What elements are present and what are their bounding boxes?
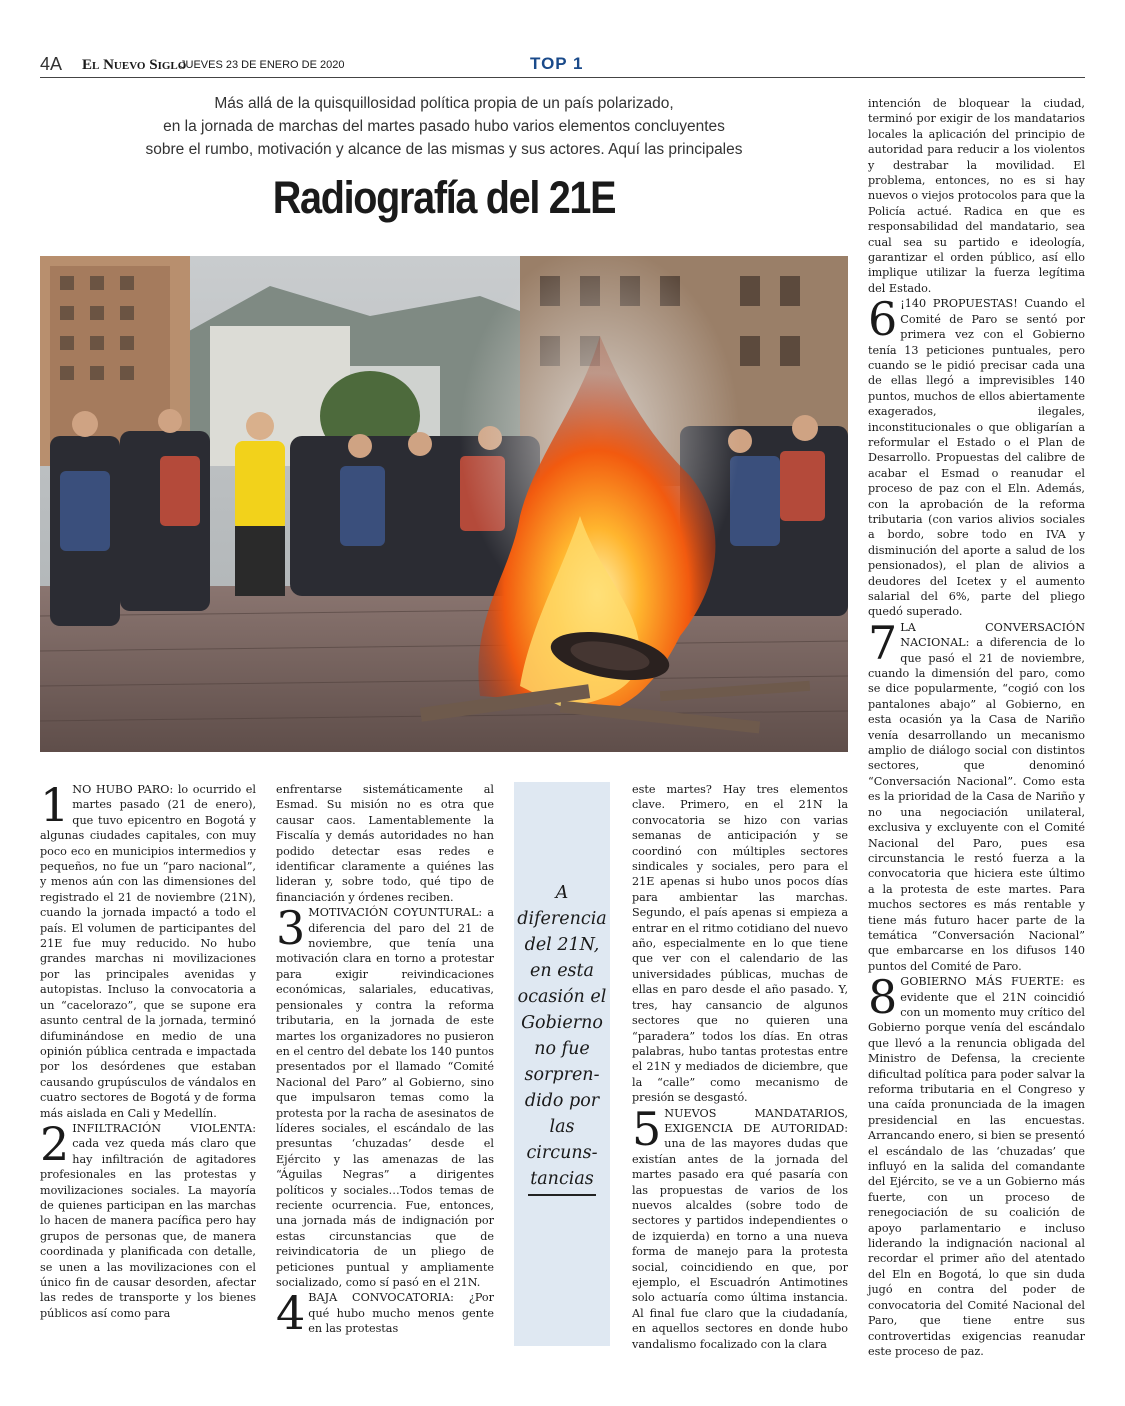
item-text: lo ocurrido el martes pasado (21 de enero), que tuvo epicentro en Bogotá y algunas ciudades capitales, con muy poco eco en municipios intermedios y pequeños, no fue un “paro nacional”, y menos aún con las dimensiones del registrado el 21 de noviembre (21N), cuando la jornada impactó a todo el país. El volumen de participantes del 21E fue muy reducido. No hubo grandes marchas ni movilizaciones por las principales avenidas y autopistas. Incluso la convocatoria a un “cacelorazo”, que se supone era asunto central de la jornada, terminó difuminándose en medio de una opinión pública centrada e impactada por los desórdenes que estaban causando grupúsculos de vándalos en cuatro sectores de Bogotá y de forma más aislada en Cali y Medellín. [40,783,256,1120]
protest-photo [40,256,848,752]
headline: Radiografía del 21E [272,172,616,223]
article-column-1 [40,778,256,1321]
drop-cap: 8 [868,970,898,1025]
item-kicker: GOBIERNO MÁS FUERTE: [900,975,1065,989]
drop-cap: 3 [276,901,306,956]
drop-cap: 5 [632,1101,662,1156]
item-text: ¿Por qué hubo mucho menos gente en las protestas [308,1291,494,1336]
item-kicker: NUEVOS MANDATARIOS, EXIGENCIA DE AUTORIDAD: [664,1106,848,1135]
drop-cap: 2 [40,1116,70,1171]
item-6 [868,292,1085,620]
lede-line: en la jornada de marchas del martes pasado hubo varios elementos concluyentes [163,118,725,135]
item-2-continued: enfrentarse sistemáticamente al Esmad. Su misión no es otra que causar caos. Lamentablemente la Fiscalía y demás autoridades no han podido detectar esas redes e identificar claramente a quiénes las lideran y, sobre todo, qué tipo de financiación y órdenes reciben. [276,783,494,904]
lede-line: Más allá de la quisquillosidad política propia de un país polarizado, [214,95,674,112]
page-header [40,54,1085,78]
item-kicker: BAJA CONVOCATORIA: [308,1291,454,1305]
pull-quote-rule [528,1194,596,1196]
issue-date: JUEVES 23 DE ENERO DE 2020 [180,59,345,71]
item-8 [868,970,1086,1359]
newspaper-name: El Nuevo Siglo [82,57,187,73]
page-number: 4A [40,54,63,74]
item-4-continued: este martes? Hay tres elementos clave. Primero, en el 21N la convocatoria se hizo con varias semanas de anticipación y se coordinó con múltiples sectores sindicales y sociales, pero para el 21E apenas si hubo unos pocos días para ambientar las marchas. Segundo, el país apenas si empieza a entrar en el ritmo cotidiano del nuevo año, especialmente en lo que tiene que ver con el calendario de las universidades públicas, muchas de ellas en paro desde el año pasado. Y, tres, hay cansancio de algunos sectores que no quieren una “paradera” todos los días. En otras palabras, hubo tantas protestas entre el 21N y mediados de diciembre, que la “calle” como mecanismo de presión se desgastó. [632,783,848,1105]
item-2 [40,1116,256,1321]
item-5 [632,1101,848,1353]
item-7 [868,615,1085,974]
item-text: una de las mayores dudas que existían antes de la jornada del martes pasado era qué pasaría con las propuestas de varios de los nuevos alcaldes (sobre todo de sectores y partidos independientes o de izquierda) en torno a una nueva forma de manejo para la protesta social, coincidiendo en que, por ejemplo, el Escuadrón Antimotines solo actuaría como última instancia. Al final fue claro que la ciudadanía, en aquellos sectores en donde hubo vandalismo focalizado con la clara [632,1137,848,1351]
item-kicker: MOTIVACIÓN COYUNTURAL: [308,906,483,920]
item-1 [40,778,256,1121]
drop-cap: 4 [276,1286,306,1341]
item-text: a diferencia de lo que pasó el 21 de noviembre, cuando la dimensión del paro, como se dice popularmente, “cogió con los pantalones abajo” al Gobierno, en esta ocasión ya la Casa de Nariño venía desarrollando un mecanismo amplio de diálogo social con distintos sectores, que denominó “Conversación Nacional”. Como esta es la prioridad de la Casa de Nariño y no una negociación unilateral, exclusiva y excluyente con el Comité Nacional del Paro, pues esa circunstancia le restó fuerza a la convocatoria que hiciera este último a la protesta de este martes. Para muchos sectores es más rentable y tiene más futuro hacer parte de la temática “Conversación Nacional” que embarcarse en los difusos 140 puntos del Comité de Paro. [868,636,1085,973]
lede-line: sobre el rumbo, motivación y alcance de las mismas y sus actores. Aquí las principales [145,141,743,158]
item-text: a diferencia del paro del 21 de noviembre, que tenía una motivación clara en torno a protestar para exigir reivindicaciones económicas, salariales, educativas, pensionales y contra la reforma tributaria, en la jornada de este martes los organizadores no pusieron en el centro del debate los 140 puntos presentados por el llamado “Comité Nacional del Paro” al Gobierno, sino que impulsaron temas como la protesta por la racha de asesinatos de líderes sociales, el escándalo de las presuntas ‘chuzadas’ desde el Ejército y las amenazas de las “Águilas Negras” a dirigentes políticos y sociales…Todos temas de reciente ocurrencia. Fue, entonces, una jornada más de indignación por estas circunstancias que de reivindicatoria de un pliego de peticiones puntual y ampliamente socializado, como sí pasó en el 21N. [276,906,494,1289]
article-column-2 [276,782,494,1341]
item-kicker: INFILTRACIÓN VIOLENTA: [72,1121,256,1135]
item-3 [276,901,494,1290]
item-text: es evidente que el 21N coincidió con un momento muy crítico del Gobierno porque venía del escándalo que llevó a la renuncia obligada del Ministro de Defensa, la creciente dificultad política para poder salvar la reforma tributaria en el Congreso y una caída pronunciada de la imagen presidencial en las encuestas. Arrancando enero, si bien se presentó el escándalo de las ‘chuzadas’ que influyó en la salida del comandante del Ejército, se ve a un Gobierno más fuerte, con un proceso de renegociación de su coalición de apoyo parlamentario e incluso liderando la indignación nacional al recordar el primer año del atentado del Eln en Bogotá, lo que sin duda jugó en contra del poder de convocatoria del Comité Nacional del Paro, que tiene entre sus controvertidas exigencias reanudar este proceso de paz. [868,975,1086,1358]
drop-cap: 1 [40,778,70,832]
item-text: Cuando el Comité de Paro se sentó por primera vez con el Gobierno tenía 13 peticiones puntuales, pero cuando se le pidió precisar cada una de ellas llegó a imprevisibles 140 puntos, muchos de ellos abiertamente exagerados, ilegales, inconstitucionales o que obligarían a reformular el Estado o el Plan de Desarrollo. Propuestas del calibre de acabar el Esmad o reanudar el proceso de paz con el Eln. Además, con la aprobación de la reforma tributaria (con varios alivios sociales a bordo, sobre todo en IVA y disminución del aporte a salud de los pensionados), el plan de alivios a deudores del Icetex y el aumento salarial del 6%, parte del pliego quedó superado. [868,297,1085,619]
article-column-4 [868,96,1085,1359]
article-lede [40,92,848,161]
drop-cap: 6 [868,292,898,347]
fire-protest-illustration [40,256,848,752]
pull-quote: A diferencia del 21N, en esta ocasión el Gobierno no fue sorpren-dido por las circuns-tancias [517,883,607,1189]
article-column-3 [632,782,848,1352]
item-kicker: NO HUBO PARO: [72,783,174,796]
item-4 [276,1286,494,1341]
item-kicker: ¡140 PROPUESTAS! [900,297,1018,311]
item-text: cada vez queda más claro que hay infiltración de agitadores profesionales en las protestas y movilizaciones sociales. La mayoría de quienes participan en las marchas lo hacen de manera pacífica pero hay grupos de personas que, de manera coordinada y planificada con detalle, se unen a las movilizaciones con el único fin de causar desorden, afectar las redes de transporte y los bienes públicos así como para [40,1137,256,1320]
item-5-continued: intención de bloquear la ciudad, terminó por exigir de los mandatarios locales la aplicación del principio de autoridad para reducir a los violentos y destrabar la movilidad. El problema, entonces, no es si hay nuevos o viejos protocolos para que la Policía actué. Radica en que es responsabilidad del mandatario, sea cual sea su partido e ideología, garantizar el orden público, así ello implique utilizar la fuerza legítima del Estado. [868,97,1085,295]
item-kicker: LA CONVERSACIÓN NACIONAL: [900,620,1085,650]
section-label: TOP 1 [530,54,584,73]
drop-cap: 7 [868,615,898,670]
